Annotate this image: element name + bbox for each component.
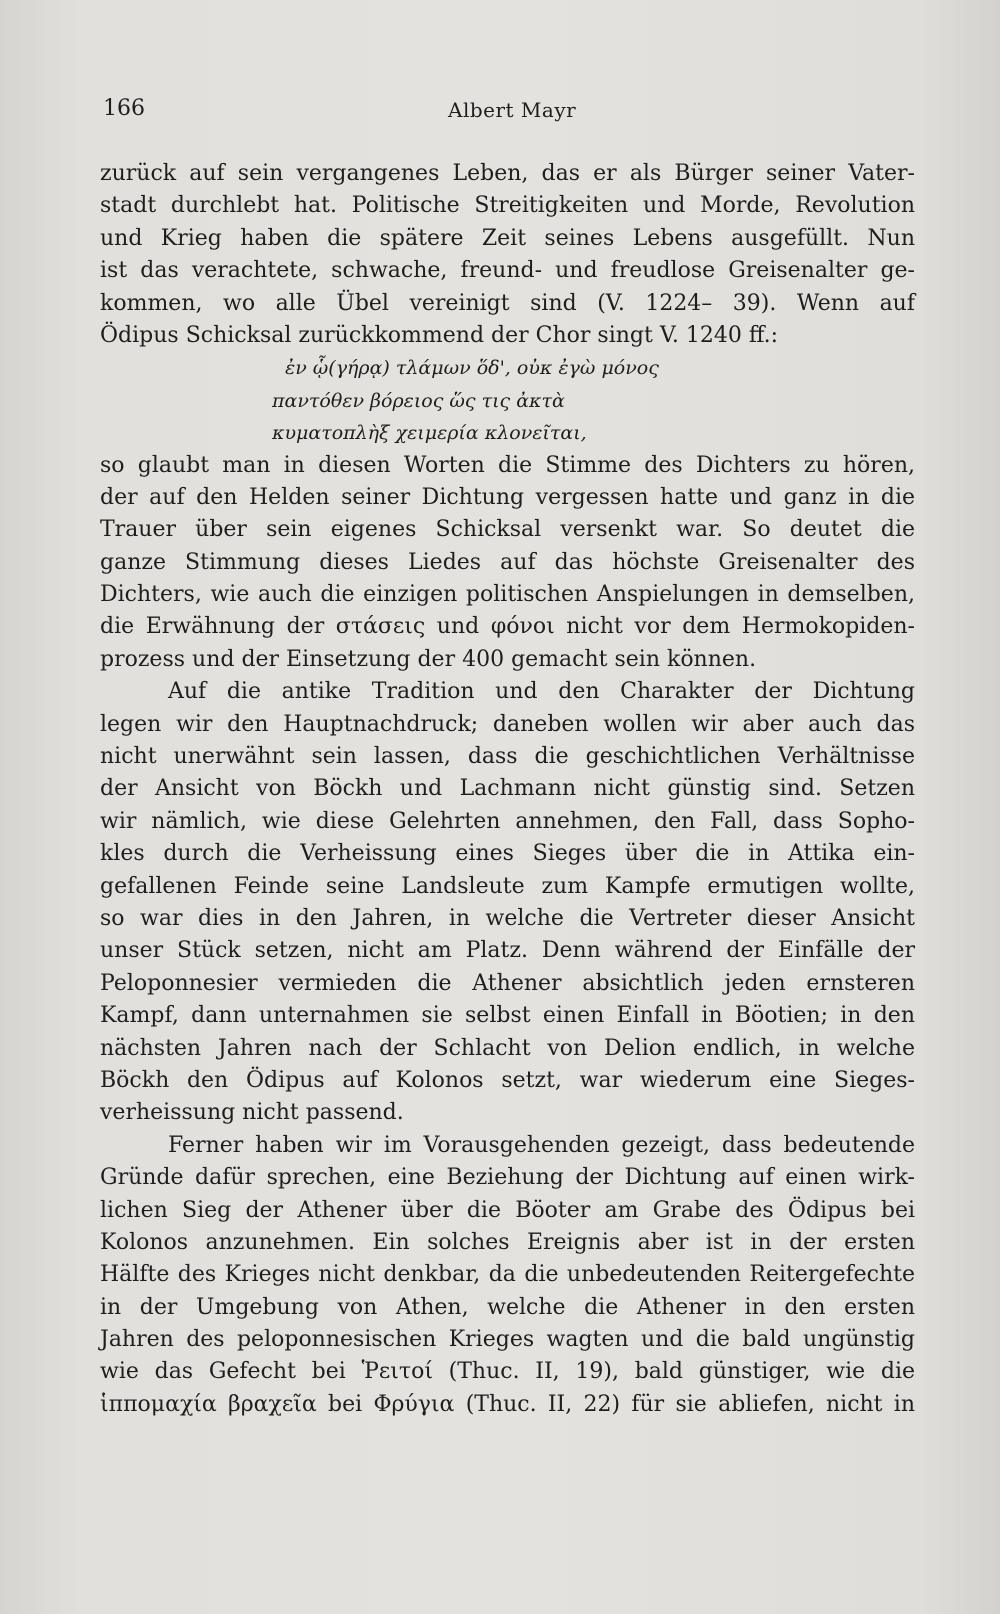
text-line: Hälfte des Krieges nicht denkbar, da die unbedeutenden Reitergefechte: [100, 1262, 915, 1288]
page-number: 166: [103, 96, 145, 121]
text-line: zurück auf sein vergangenes Leben, das er als Bürger seiner Vater-: [100, 161, 915, 186]
text-line: Kolonos anzunehmen. Ein solches Ereignis aber ist in der ersten: [100, 1229, 915, 1255]
text-line: kles durch die Verheissung eines Sieges über die in Attika ein-: [100, 841, 915, 867]
text-line: Jahren des peloponnesischen Krieges wagten und die bald ungünstig: [100, 1327, 915, 1353]
text-line: wie das Gefecht bei Ῥειτοί (Thuc. II, 19), bald günstiger, wie die: [100, 1359, 915, 1385]
text-line: Ödipus Schicksal zurückkommend der Chor singt V. 1240 ff.:: [100, 322, 779, 348]
text-line: stadt durchlebt hat. Politische Streitigkeiten und Morde, Revolution: [100, 193, 915, 219]
greek-verse-line: κυματοπλὴξ χειμερία κλονεῖται,: [272, 422, 587, 445]
text-line: und Krieg haben die spätere Zeit seines Lebens ausgefüllt. Nun: [100, 225, 915, 251]
text-line: Ferner haben wir im Vorausgehenden gezeigt, dass bedeutende: [168, 1132, 915, 1158]
text-line: Böckh den Ödipus auf Kolonos setzt, war wiederum eine Sieges-: [100, 1067, 915, 1093]
text-line: ist das verachtete, schwache, freund- und freudlose Greisenalter ge-: [100, 258, 915, 284]
text-line: Auf die antike Tradition und den Charakter der Dichtung: [168, 679, 915, 705]
text-line: prozess und der Einsetzung der 400 gemacht sein können.: [100, 646, 757, 672]
text-line: verheissung nicht passend.: [100, 1100, 404, 1126]
text-line: wir nämlich, wie diese Gelehrten annehmen, den Fall, dass Sopho-: [100, 808, 915, 834]
text-line: in der Umgebung von Athen, welche die Athener in den ersten: [100, 1294, 915, 1320]
text-line: Trauer über sein eigenes Schicksal versenkt war. So deutet die: [100, 517, 915, 543]
greek-verse-line: ἐν ᾧ(γήρᾳ) τλάμων ὅδ', οὐκ ἐγὼ μόνος: [285, 357, 659, 380]
text-line: der auf den Helden seiner Dichtung vergessen hatte und ganz in die: [100, 484, 915, 510]
running-head: Albert Mayr: [448, 98, 577, 122]
text-line: lichen Sieg der Athener über die Böoter am Grabe des Ödipus bei: [100, 1197, 915, 1223]
text-line: Peloponnesier vermieden die Athener absichtlich jeden ernsteren: [100, 970, 915, 996]
text-line: ganze Stimmung dieses Liedes auf das höchste Greisenalter des: [100, 549, 915, 575]
text-line: die Erwähnung der στάσεις und φόνοι nicht vor dem Hermokopiden-: [100, 614, 915, 640]
text-line: ἱππομαχία βραχεῖα bei Φρύγια (Thuc. II, 22) für sie abliefen, nicht in: [100, 1391, 915, 1417]
text-line: legen wir den Hauptnachdruck; daneben wollen wir aber auch das: [100, 711, 915, 737]
text-line: unser Stück setzen, nicht am Platz. Denn während der Einfälle der: [100, 938, 915, 964]
text-line: Dichters, wie auch die einzigen politischen Anspielungen in demselben,: [100, 582, 915, 608]
text-line: nicht unerwähnt sein lassen, dass die geschichtlichen Verhältnisse: [100, 744, 915, 770]
text-line: so war dies in den Jahren, in welche die Vertreter dieser Ansicht: [100, 905, 915, 931]
text-line: Gründe dafür sprechen, eine Beziehung der Dichtung auf einen wirk-: [100, 1165, 915, 1191]
text-line: gefallenen Feinde seine Landsleute zum Kampfe ermutigen wollte,: [100, 873, 915, 899]
text-line: Kampf, dann unternahmen sie selbst einen Einfall in Böotien; in den: [100, 1003, 915, 1029]
greek-verse-line: παντόθεν βόρειος ὥς τις ἀκτὰ: [272, 389, 565, 412]
text-line: so glaubt man in diesen Worten die Stimme des Dichters zu hören,: [100, 452, 915, 478]
text-line: kommen, wo alle Übel vereinigt sind (V. 1224– 39). Wenn auf: [100, 290, 915, 316]
page-header: [103, 96, 915, 126]
text-line: der Ansicht von Böckh und Lachmann nicht günstig sind. Setzen: [100, 776, 915, 802]
body-text: [100, 158, 915, 1421]
text-line: nächsten Jahren nach der Schlacht von Delion endlich, in welche: [100, 1035, 915, 1061]
